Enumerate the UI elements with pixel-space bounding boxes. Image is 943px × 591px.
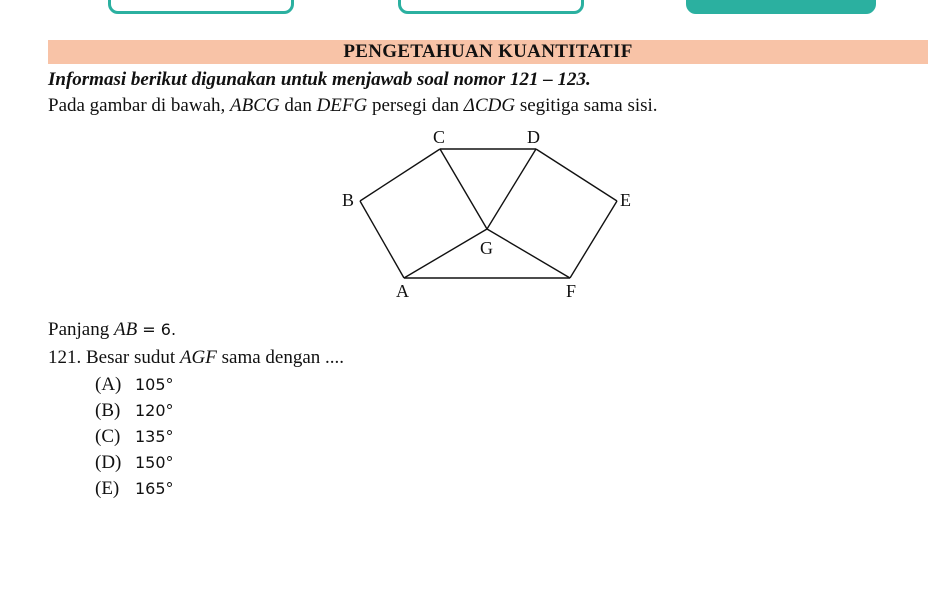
option-e[interactable] — [95, 476, 174, 502]
vertex-label-g: G — [480, 238, 493, 258]
given-pre: Panjang — [48, 319, 114, 340]
desc-triangle: ΔCDG — [463, 95, 516, 116]
vertex-label-e: E — [620, 190, 631, 210]
intro-text: Informasi berikut digunakan untuk menjawab soal nomor 121 – 123. — [48, 69, 591, 90]
edge-bc — [360, 149, 440, 201]
vertex-label-d: D — [527, 127, 540, 147]
edge-ag — [404, 229, 487, 278]
vertex-label-f: F — [566, 281, 577, 301]
option-letter: (E) — [95, 478, 120, 499]
option-d[interactable] — [95, 450, 174, 476]
given-info — [48, 318, 176, 342]
option-value: 135° — [135, 427, 174, 446]
edge-fg — [487, 229, 570, 278]
question-pre: Besar sudut — [81, 347, 180, 368]
edge-de — [536, 149, 617, 201]
description-text — [48, 94, 658, 118]
desc-defg: DEFG — [316, 95, 368, 116]
desc-mid1: dan — [279, 95, 317, 116]
desc-post: segitiga sama sisi. — [515, 95, 658, 116]
option-value: 150° — [135, 453, 174, 472]
option-c[interactable] — [95, 424, 174, 450]
edge-cg — [440, 149, 487, 229]
question-121 — [48, 346, 344, 370]
option-value: 165° — [135, 479, 174, 498]
tab-2[interactable] — [398, 0, 584, 14]
tab-3-active[interactable] — [686, 0, 876, 14]
vertex-label-c: C — [433, 127, 446, 147]
option-letter: (C) — [95, 426, 121, 447]
given-eq: = 6. — [137, 320, 177, 339]
option-letter: (B) — [95, 400, 121, 421]
option-value: 105° — [135, 375, 174, 394]
option-b[interactable] — [95, 398, 174, 424]
question-number: 121. — [48, 347, 82, 368]
question-post: sama dengan .... — [216, 347, 345, 368]
desc-mid2: persegi dan — [367, 95, 464, 116]
option-value: 120° — [135, 401, 174, 420]
vertex-label-a: A — [396, 281, 409, 301]
answer-options — [95, 372, 174, 502]
option-letter: (D) — [95, 452, 122, 473]
tab-1[interactable] — [108, 0, 294, 14]
geometry-figure — [320, 124, 640, 304]
option-a[interactable] — [95, 372, 174, 398]
section-title: PENGETAHUAN KUANTITATIF — [48, 40, 928, 64]
top-tab-bar — [0, 0, 943, 12]
edge-dg — [487, 149, 536, 229]
given-var: AB — [113, 319, 138, 340]
question-var: AGF — [179, 347, 217, 368]
edge-ab — [360, 201, 404, 278]
desc-pre: Pada gambar di bawah, — [48, 95, 231, 116]
desc-abcg: ABCG — [230, 95, 280, 116]
vertex-label-b: B — [342, 190, 355, 210]
option-letter: (A) — [95, 374, 122, 395]
edge-ef — [570, 201, 617, 278]
